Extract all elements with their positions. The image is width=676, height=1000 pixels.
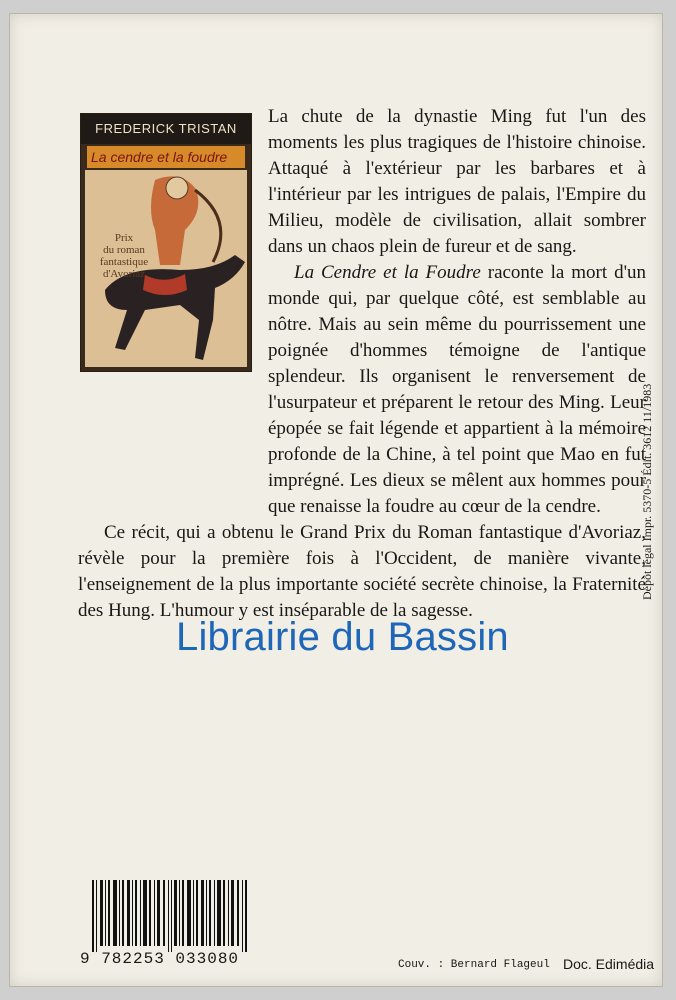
prize-line: Prix bbox=[114, 232, 134, 244]
cover-credit: Couv. : Bernard Flageul bbox=[398, 959, 550, 971]
doc-credit: Doc. Edimédia bbox=[563, 956, 655, 972]
barcode bbox=[92, 880, 252, 952]
legal-deposit: Dépôt légal Impr. 5370-5 Édit. 3612 11/1983 bbox=[640, 383, 654, 600]
prize-line: fantastique bbox=[99, 256, 149, 268]
thumbnail-author: FREDERICK TRISTAN bbox=[81, 114, 251, 144]
prize-line: du roman bbox=[103, 244, 145, 256]
paragraph-intro: La chute de la dynastie Ming fut l'un des moments les plus tragiques de l'histoire chinoise. Attaqué à l'extérieur par les barbares et à l'intérieur par les intrigues de palais, l'Empire du Milieu, modèle de civilisation, allait sombrer dans un chaos plein de fureur et de sang. bbox=[268, 106, 646, 257]
book-title-italic: La Cendre et la Foudre bbox=[294, 262, 481, 283]
isbn-number: 9 782253 033080 bbox=[80, 950, 240, 968]
blurb-text bbox=[78, 104, 646, 624]
prize-line: d'Avoriaz bbox=[102, 268, 146, 280]
paragraph-summary bbox=[268, 260, 646, 520]
watermark: Librairie du Bassin bbox=[176, 615, 509, 659]
thumbnail-title: La cendre et la foudre bbox=[91, 149, 228, 165]
paragraph-prize: Ce récit, qui a obtenu le Grand Prix du Roman fantastique d'Avoriaz, révèle pour la première fois à l'Occident, de manière vivante, l'enseignement de la plus importante société secrète chinoise, la Fraternité des Hung. L'humour y est inséparable de la sagesse. bbox=[78, 522, 646, 621]
summary-text: raconte la mort d'un monde qui, par quelque côté, est semblable au nôtre. Mais au sein même du pourrissement une poignée d'hommes témoigne de l'antique splendeur. Ils organisent le renversement de l'usurpateur et préparent le retour des Ming. Leur épopée se fait légende et appartient à la mémoire profonde de la Chine, à tel point que Mao en fut imprégné. Les dieux se mêlent aux hommes pour que renaisse la foudre au cœur de la cendre. bbox=[268, 262, 646, 517]
